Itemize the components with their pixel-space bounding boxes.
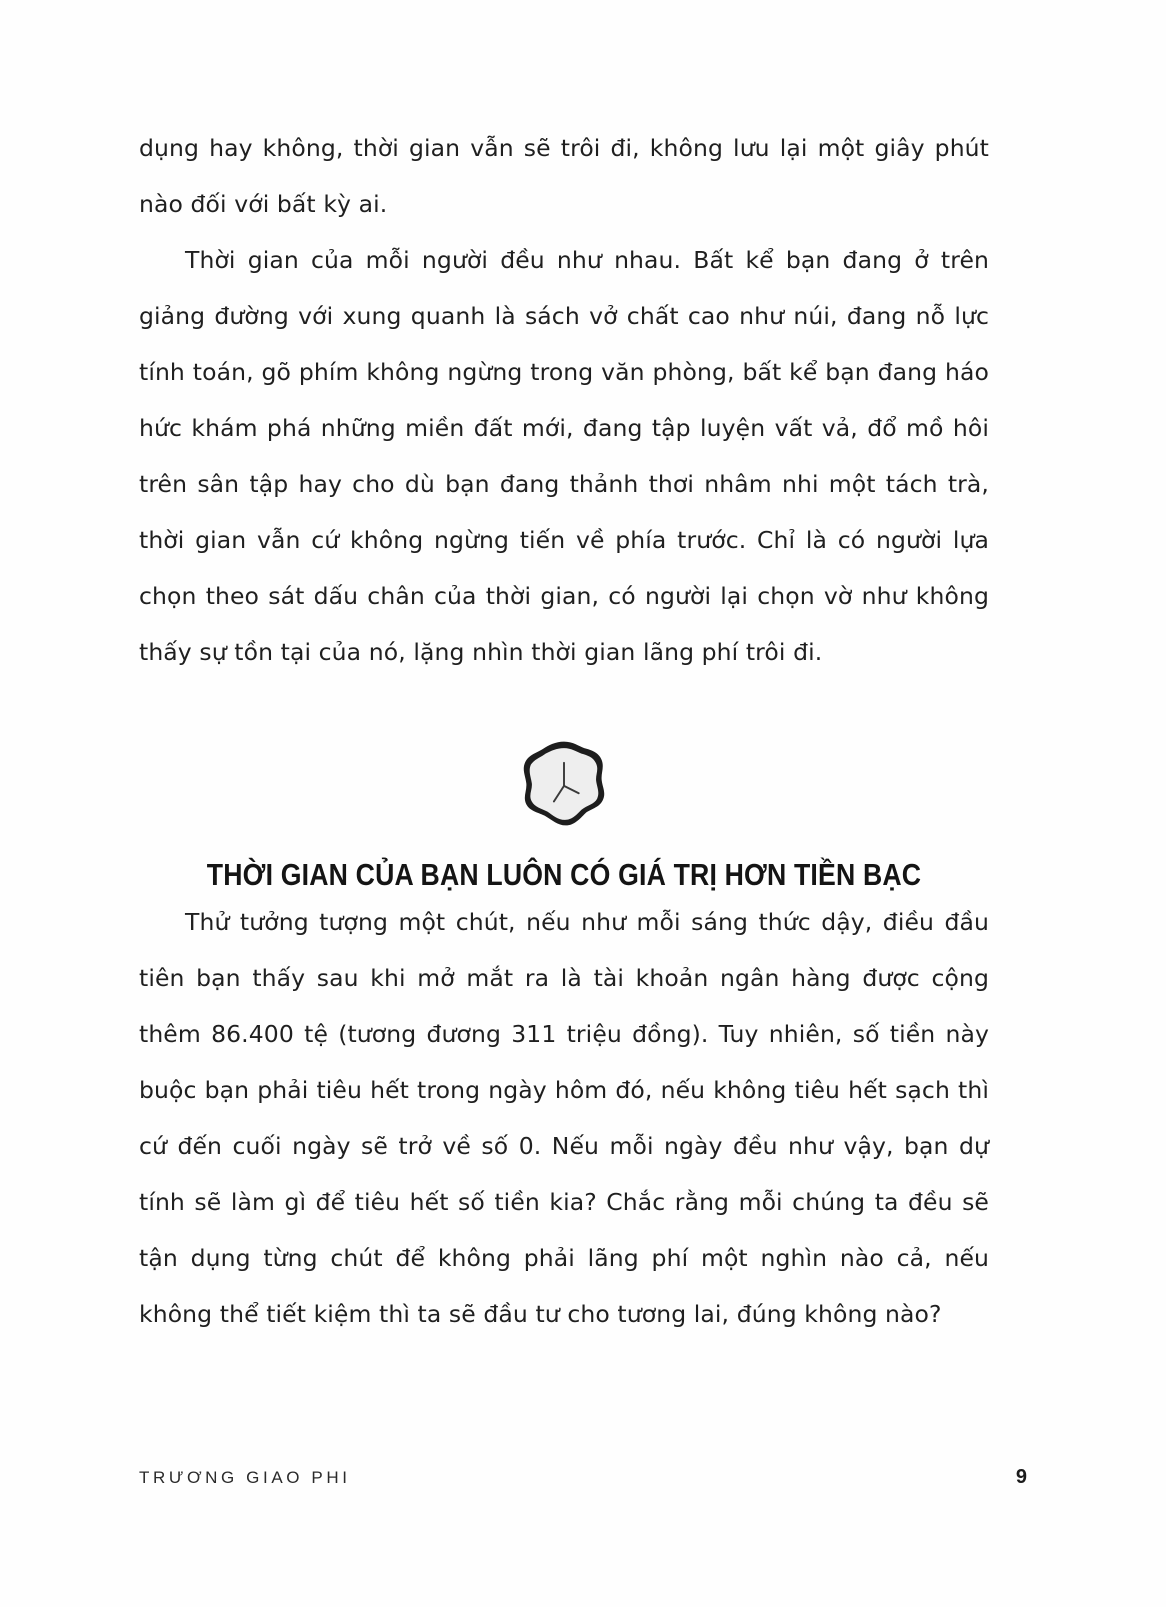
page-content [139,120,989,1342]
page-footer [139,1466,1027,1489]
footer-page-number: 9 [1015,1466,1027,1488]
paragraph-continuation: dụng hay không, thời gian vẫn sẽ trôi đi, không lưu lại một giây phút nào đối với bất kỳ ai. [139,134,989,218]
paragraph-time-equal: Thời gian của mỗi người đều như nhau. Bất kể bạn đang ở trên giảng đường với xung quanh là sách vở chất cao như núi, đang nỗ lực tính toán, gõ phím không ngừng trong văn phòng, bất kể bạn đang háo hức khám phá những miền đất mới, đang tập luyện vất vả, đổ mồ hôi trên sân tập hay cho dù bạn đang thảnh thơi nhâm nhi một tách trà, thời gian vẫn cứ không ngừng tiến về phía trước. Chỉ là có người lựa chọn theo sát dấu chân của thời gian, có người lại chọn vờ như không thấy sự tồn tại của nó, lặng nhìn thời gian lãng phí trôi đi. [139,246,989,666]
footer-author-name: TRƯƠNG GIAO PHI [139,1468,351,1487]
clock-seal-ornament [518,738,610,830]
paragraph-imagine-money: Thử tưởng tượng một chút, nếu như mỗi sáng thức dậy, điều đầu tiên bạn thấy sau khi mở mắt ra là tài khoản ngân hàng được cộng thêm 86.400 tệ (tương đương 311 triệu đồng). Tuy nhiên, số tiền này buộc bạn phải tiêu hết trong ngày hôm đó, nếu không tiêu hết sạch thì cứ đến cuối ngày sẽ trở về số 0. Nếu mỗi ngày đều như vậy, bạn dự tính sẽ làm gì để tiêu hết số tiền kia? Chắc rằng mỗi chúng ta đều sẽ tận dụng từng chút để không phải lãng phí một nghìn nào cả, nếu không thể tiết kiệm thì ta sẽ đầu tư cho tương lai, đúng không nào? [139,908,989,1328]
ornament-container [139,738,989,830]
section-title: THỜI GIAN CỦA BẠN LUÔN CÓ GIÁ TRỊ HƠN TIỀN BẠC [206,857,922,892]
